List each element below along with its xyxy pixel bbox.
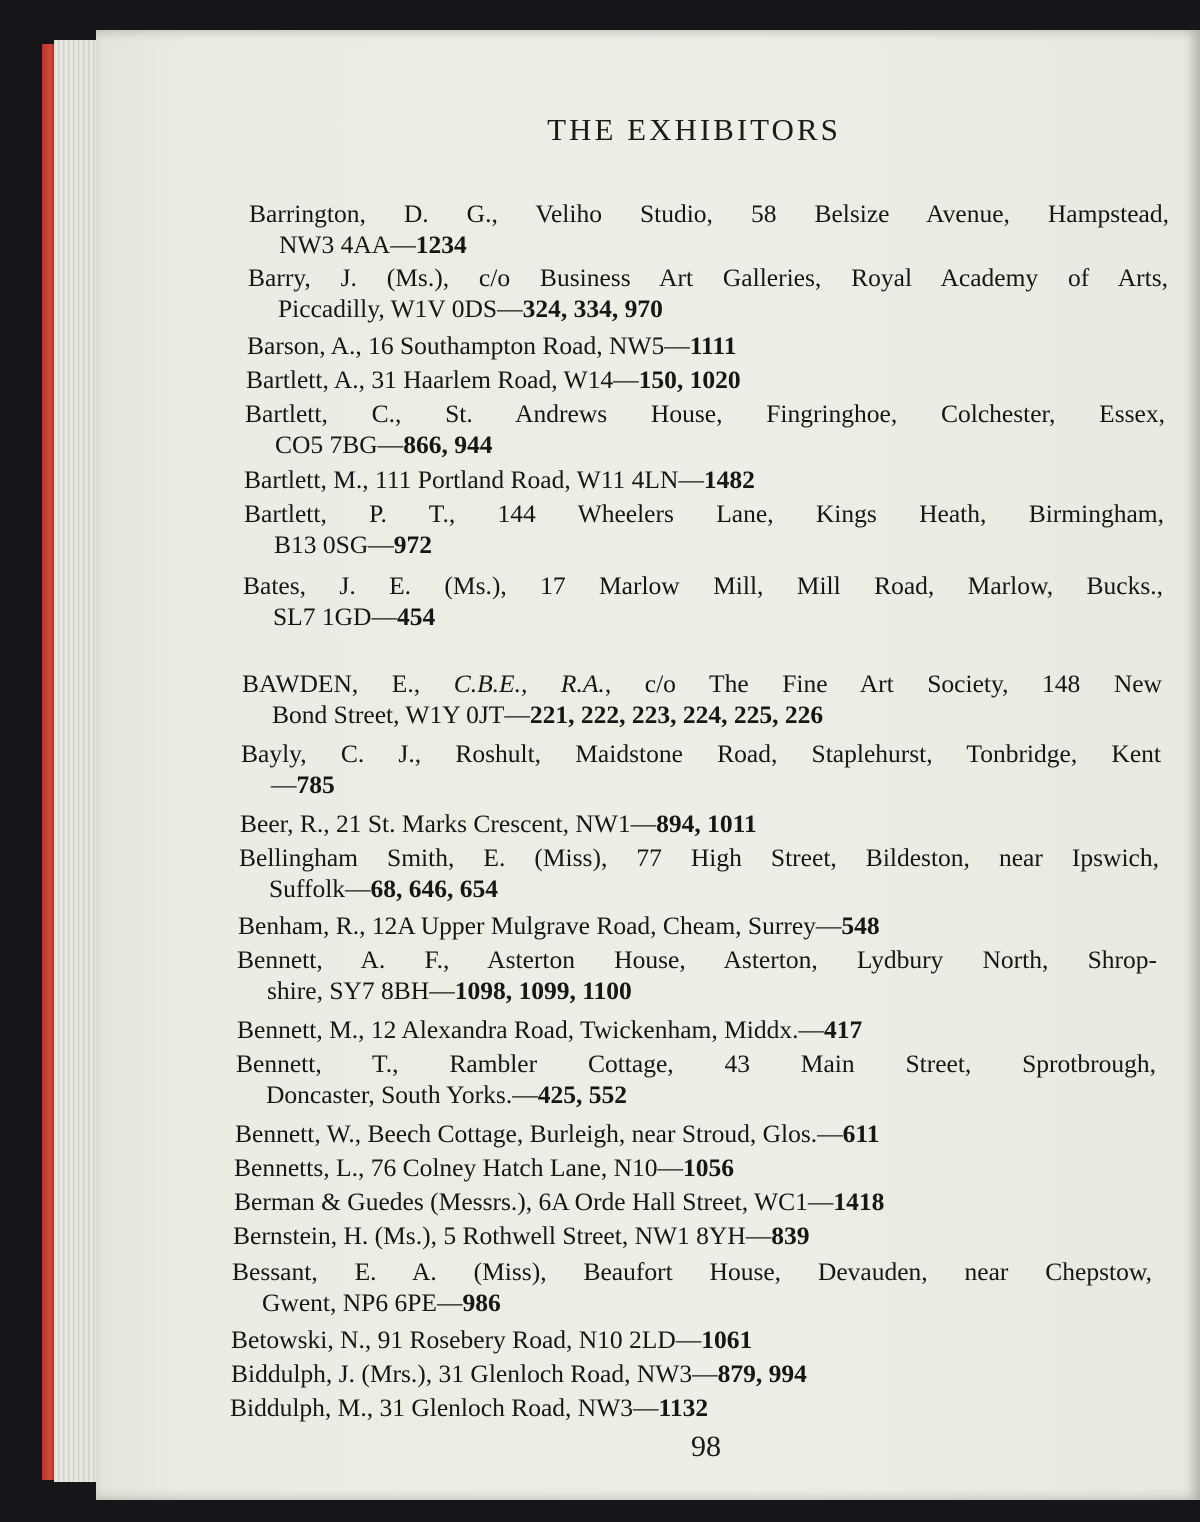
- list-item: Bennett, W., Beech Cottage, Burleigh, near Stroud, Glos.—611: [235, 1119, 880, 1148]
- list-item: Biddulph, M., 31 Glenloch Road, NW3—1132: [230, 1393, 709, 1422]
- catalogue-numbers: 417: [824, 1015, 863, 1044]
- catalogue-numbers: 324, 334, 970: [522, 294, 663, 323]
- catalogue-numbers: 1056: [683, 1153, 734, 1182]
- list-item: Bayly, C. J., Roshult, Maidstone Road, Staplehurst, Tonbridge, Kent —785: [241, 739, 1161, 799]
- catalogue-numbers: 1234: [415, 230, 467, 259]
- list-item: Barry, J. (Ms.), c/o Business Art Galleries, Royal Academy of Arts, Piccadilly, W1V 0DS—324, 334, 970: [248, 263, 1168, 323]
- catalogue-numbers: 986: [462, 1288, 501, 1317]
- book-page: [96, 30, 1200, 1500]
- catalogue-numbers: 454: [396, 602, 436, 631]
- list-item: Bartlett, P. T., 144 Wheelers Lane, Kings Heath, Birmingham, B13 0SG—972: [244, 499, 1164, 559]
- list-item: Bennett, M., 12 Alexandra Road, Twickenham, Middx.—417: [237, 1015, 863, 1044]
- list-item: Berman & Guedes (Messrs.), 6A Orde Hall Street, WC1—1418: [234, 1187, 885, 1216]
- list-item: Bartlett, M., 111 Portland Road, W11 4LN—1482: [244, 465, 755, 494]
- catalogue-numbers: 425, 552: [537, 1080, 627, 1109]
- list-item: Bates, J. E. (Ms.), 17 Marlow Mill, Mill Road, Marlow, Bucks., SL7 1GD—454: [243, 571, 1163, 631]
- catalogue-numbers: 611: [842, 1119, 880, 1148]
- catalogue-numbers: 150, 1020: [638, 365, 741, 394]
- catalogue-numbers: 221, 222, 223, 224, 225, 226: [529, 700, 824, 729]
- exhibitor-list: [96, 30, 1200, 1500]
- list-item: Bennett, T., Rambler Cottage, 43 Main Street, Sprotbrough, Doncaster, South Yorks.—425, 552: [236, 1049, 1156, 1109]
- list-item: Bessant, E. A. (Miss), Beaufort House, Devauden, near Chepstow, Gwent, NP6 6PE—986: [232, 1257, 1152, 1317]
- list-item: Bellingham Smith, E. (Miss), 77 High Street, Bildeston, near Ipswich, Suffolk—68, 646, 654: [239, 843, 1159, 903]
- list-item: Beer, R., 21 St. Marks Crescent, NW1—894, 1011: [240, 809, 757, 838]
- list-item: Bartlett, A., 31 Haarlem Road, W14—150, 1020: [246, 365, 741, 394]
- catalogue-numbers: 1111: [689, 331, 737, 360]
- list-item: Barson, A., 16 Southampton Road, NW5—1111: [247, 331, 737, 360]
- catalogue-numbers: 785: [296, 770, 335, 799]
- catalogue-numbers: 1482: [703, 465, 755, 494]
- catalogue-numbers: 68, 646, 654: [370, 874, 499, 903]
- catalogue-numbers: 879, 994: [717, 1359, 807, 1388]
- catalogue-numbers: 1418: [833, 1187, 885, 1216]
- list-item: Betowski, N., 91 Rosebery Road, N10 2LD—1061: [231, 1325, 753, 1354]
- entry-line-1: Barrington, D. G., Veliho Studio, 58 Belsize Avenue, Hampstead,: [249, 199, 1169, 228]
- page-title: THE EXHIBITORS: [547, 112, 841, 147]
- catalogue-numbers: 866, 944: [403, 430, 493, 459]
- catalogue-numbers: 839: [771, 1221, 810, 1250]
- list-item: BAWDEN, E., C.B.E., R.A., c/o The Fine Art Society, 148 New Bond Street, W1Y 0JT—221, 222, 223, 224, 225, 226: [242, 669, 1162, 729]
- catalogue-numbers: 1098, 1099, 1100: [454, 976, 632, 1005]
- page-number: 98: [691, 1430, 721, 1463]
- list-item: [249, 198, 1169, 260]
- catalogue-numbers: 972: [393, 530, 432, 559]
- catalogue-numbers: 894, 1011: [656, 809, 757, 838]
- catalogue-numbers: 1061: [701, 1325, 753, 1354]
- list-item: Bernstein, H. (Ms.), 5 Rothwell Street, NW1 8YH—839: [233, 1221, 810, 1250]
- list-item: Bennetts, L., 76 Colney Hatch Lane, N10—1056: [234, 1153, 734, 1182]
- list-item: Bennett, A. F., Asterton House, Asterton, Lydbury North, Shrop- shire, SY7 8BH—1098, 1099, 1100: [237, 945, 1157, 1005]
- honours: C.B.E., R.A.: [453, 669, 605, 698]
- catalogue-numbers: 548: [841, 911, 880, 940]
- catalogue-numbers: 1132: [658, 1393, 709, 1422]
- list-item: Biddulph, J. (Mrs.), 31 Glenloch Road, NW3—879, 994: [231, 1359, 807, 1388]
- list-item: Benham, R., 12A Upper Mulgrave Road, Cheam, Surrey—548: [238, 911, 880, 940]
- entry-line-2: NW3 4AA—1234: [279, 230, 467, 259]
- list-item: Bartlett, C., St. Andrews House, Fingringhoe, Colchester, Essex, CO5 7BG—866, 944: [245, 399, 1165, 459]
